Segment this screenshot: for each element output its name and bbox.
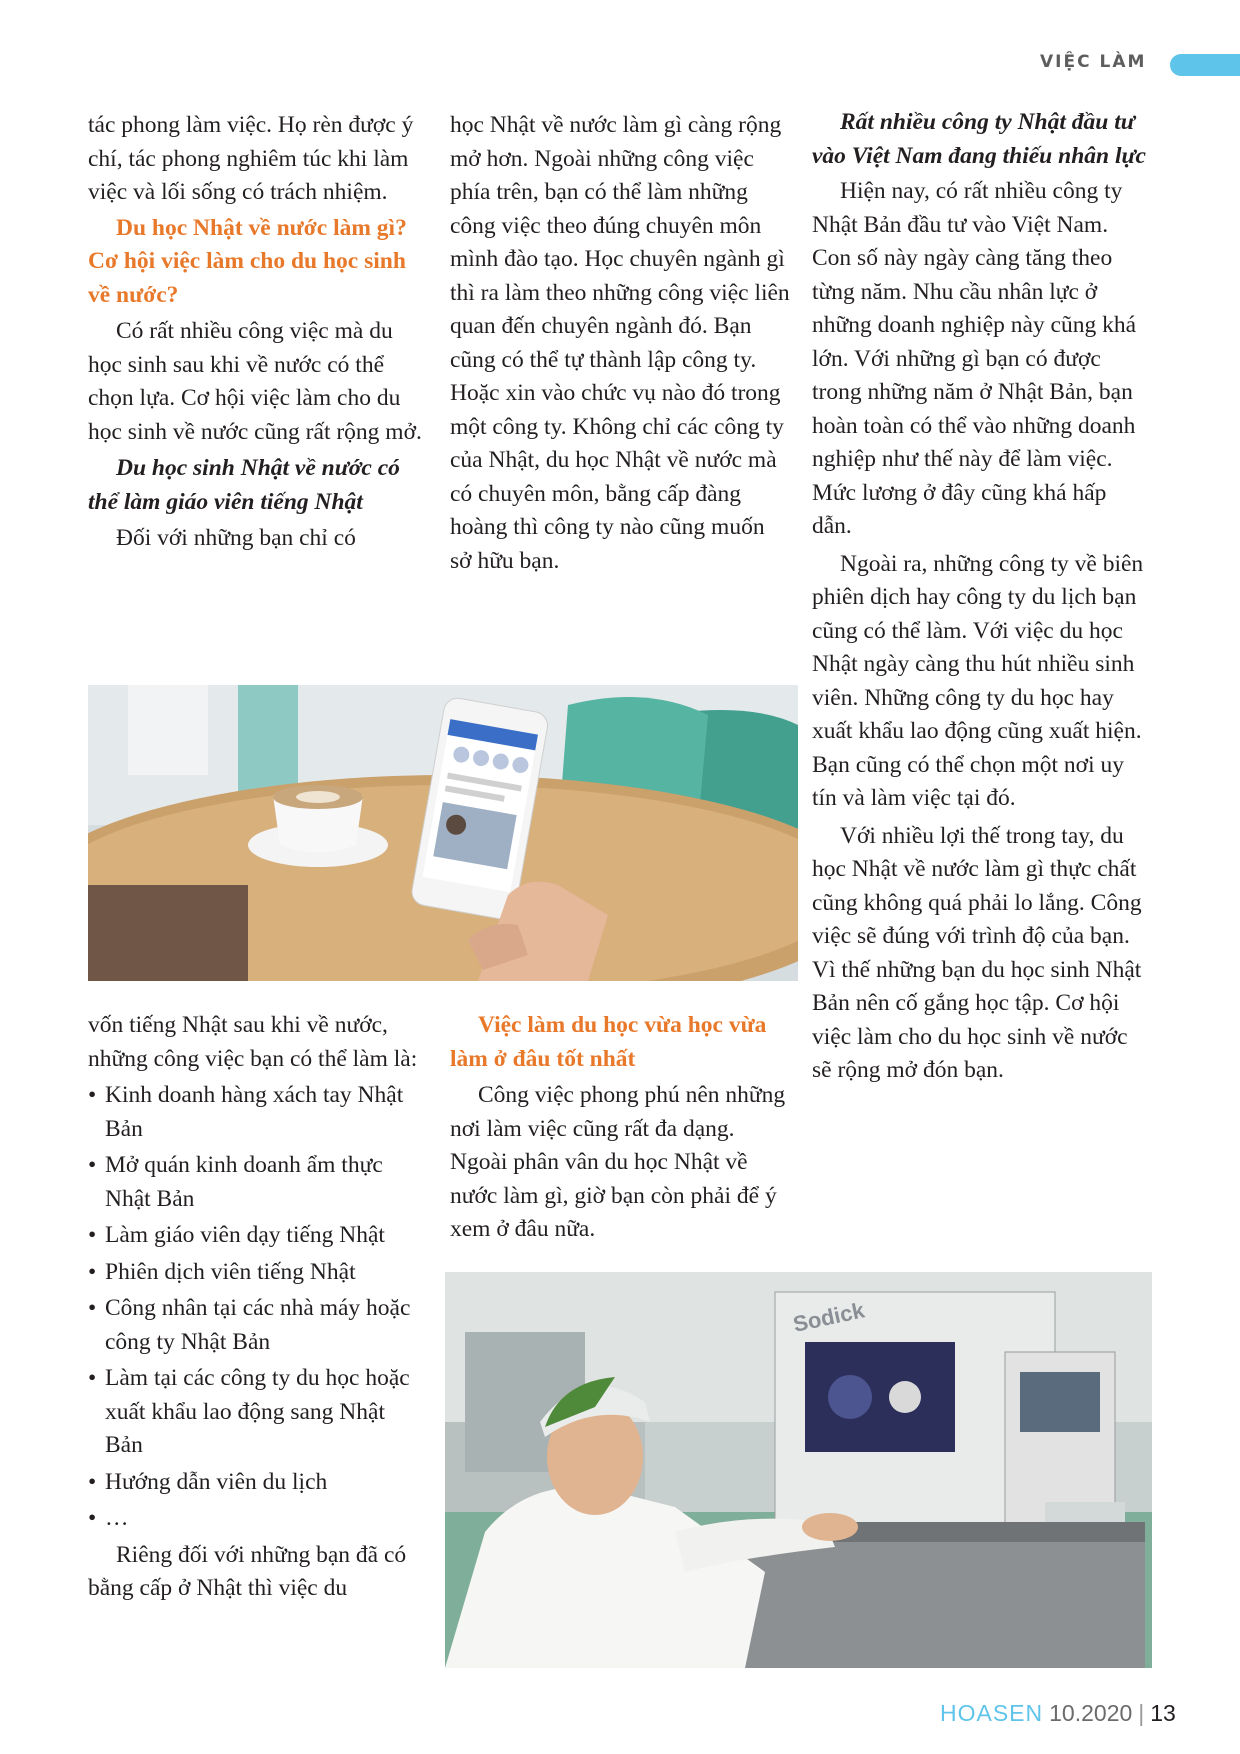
paragraph: Với nhiều lợi thế trong tay, du học Nhật về nước làm gì thực chất cũng không quá phải lo lắng. Công việc sẽ đúng với trình độ của bạn. Vì thế những bạn du học sinh Nhật Bản nên cố gắng học tập. Cơ hội việc làm cho du học sinh về nước sẽ rộng mở đón bạn. — [812, 822, 1142, 1083]
list-item: • Làm tại các công ty du học hoặc xuất khẩu lao động sang Nhật Bản — [88, 1362, 428, 1463]
sub-heading: Rất nhiều công ty Nhật đầu tư vào Việt Nam đang thiếu nhân lực — [812, 109, 1146, 169]
section-accent-bar — [1170, 54, 1240, 76]
issue-date: 10.2020 — [1049, 1700, 1133, 1726]
column-1-top — [88, 109, 428, 556]
section-heading: Việc làm du học vừa học vừa làm ở đâu tốt nhất — [450, 1012, 767, 1072]
list-item: • Công nhân tại các nhà máy hoặc công ty Nhật Bản — [88, 1292, 428, 1359]
paragraph: học Nhật về nước làm gì càng rộng mở hơn. Ngoài những công việc phía trên, bạn có thể làm những công việc theo đúng chuyên môn mình đào tạo. Học chuyên ngành gì thì ra làm theo những công việc liên quan đến chuyên ngành đó. Bạn cũng có thể tự thành lập công ty. Hoặc xin vào chức vụ nào đó trong một công ty. Không chỉ các công ty của Nhật, du học Nhật về nước mà có chuyên môn, bằng cấp đàng hoàng thì công ty nào cũng muốn sở hữu bạn. — [450, 112, 790, 574]
column-1-bottom — [88, 1009, 428, 1606]
list-item: • Mở quán kinh doanh ẩm thực Nhật Bản — [88, 1149, 428, 1216]
photo-phone-coffee — [88, 685, 798, 981]
sub-heading: Du học sinh Nhật về nước có thể làm giáo viên tiếng Nhật — [88, 455, 400, 515]
paragraph: Công việc phong phú nên những nơi làm việc cũng rất đa dạng. Ngoài phân vân du học Nhật về nước làm gì, giờ bạn còn phải để ý xem ở đâu nữa. — [450, 1082, 786, 1242]
footer-separator: | — [1138, 1700, 1145, 1726]
list-item: • Hướng dẫn viên du lịch — [88, 1466, 428, 1500]
column-3 — [812, 106, 1152, 1088]
magazine-brand: HOASEN — [940, 1700, 1044, 1726]
section-heading: Du học Nhật về nước làm gì? Cơ hội việc làm cho du học sinh về nước? — [88, 214, 407, 308]
paragraph: tác phong làm việc. Họ rèn được ý chí, tác phong nghiêm túc khi làm việc và lối sống có trách nhiệm. — [88, 112, 414, 205]
list-item: • Phiên dịch viên tiếng Nhật — [88, 1256, 428, 1290]
column-2-bottom — [450, 1009, 790, 1247]
paragraph: Hiện nay, có rất nhiều công ty Nhật Bản đầu tư vào Việt Nam. Con số này ngày càng tăng theo từng năm. Nhu cầu nhân lực ở những doanh nghiệp này cũng khá lớn. Với những gì bạn có được trong những năm ở Nhật Bản, bạn hoàn toàn có thể vào những doanh nghiệp như thế này để làm việc. Mức lương ở đây cũng khá hấp dẫn. — [812, 178, 1137, 539]
column-2-top — [450, 109, 790, 578]
paragraph: Đối với những bạn chỉ có — [116, 525, 356, 551]
list-item: • … — [88, 1502, 428, 1536]
paragraph: Riêng đối với những bạn đã có bằng cấp ở Nhật thì việc du — [88, 1541, 407, 1601]
photo-factory-worker — [445, 1272, 1152, 1668]
list-item: • Làm giáo viên dạy tiếng Nhật — [88, 1219, 428, 1253]
machine-brand-label: Sodick — [790, 1297, 867, 1337]
page-number: 13 — [1150, 1700, 1176, 1726]
paragraph: Ngoài ra, những công ty về biên phiên dịch hay công ty du lịch bạn cũng có thể làm. Với việc du học Nhật ngày càng thu hút nhiều sinh viên. Những công ty du học hay xuất khẩu lao động cũng xuất hiện. Bạn cũng có thể chọn một nơi uy tín và làm việc tại đó. — [812, 550, 1144, 811]
paragraph: Có rất nhiều công việc mà du học sinh sau khi về nước có thể chọn lựa. Cơ hội việc làm cho du học sinh về nước cũng rất rộng mở. — [88, 318, 422, 445]
paragraph: vốn tiếng Nhật sau khi về nước, những công việc bạn có thể làm là: — [88, 1012, 418, 1072]
list-item: • Kinh doanh hàng xách tay Nhật Bản — [88, 1079, 428, 1146]
job-list — [88, 1079, 428, 1536]
section-label: VIỆC LÀM — [1040, 52, 1147, 72]
page-footer — [940, 1700, 1176, 1730]
